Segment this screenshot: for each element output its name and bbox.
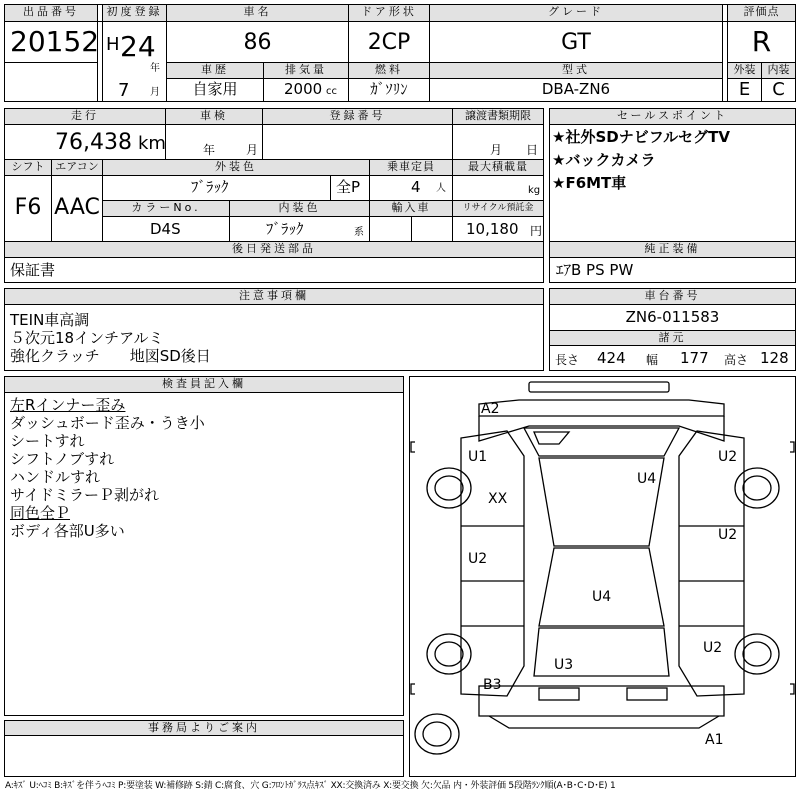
air-conditioner: AAC xyxy=(54,195,100,220)
ext-score: E xyxy=(738,79,751,100)
reg-month: 7 xyxy=(118,80,130,101)
dims-header: 諸元 xyxy=(550,331,795,345)
reg-no-header: 登録番号 xyxy=(263,109,452,124)
recycle-fee: 10,180 xyxy=(466,220,519,238)
transfer-day-unit: 日 xyxy=(526,143,539,157)
inspection-month-unit: 月 xyxy=(246,143,259,157)
note-line: 強化クラッチ 地図SD後日 xyxy=(10,347,211,365)
note-line: TEIN車高調 xyxy=(10,311,90,329)
model-header: 型式 xyxy=(430,63,722,78)
reg-year-unit: 年 xyxy=(150,63,160,74)
ext-color-header: 外装色 xyxy=(103,160,369,175)
later-parts: 保証書 xyxy=(10,261,56,279)
fuel-type: ｶﾞｿﾘﾝ xyxy=(370,80,408,98)
int-color-unit: 系 xyxy=(354,227,364,238)
car-diagram xyxy=(409,376,796,777)
damage-label-u2: U2 xyxy=(718,527,738,543)
office-header: 事務局よりご案内 xyxy=(5,721,403,735)
damage-label-xx: XX xyxy=(488,491,508,507)
transfer-month-unit: 月 xyxy=(490,143,503,157)
int-color-header: 内装色 xyxy=(230,201,369,216)
sales-point-item: ★バックカメラ xyxy=(552,151,656,169)
capacity-unit: 人 xyxy=(436,183,446,194)
car-history: 自家用 xyxy=(192,80,238,98)
sales-point-item: ★F6MT車 xyxy=(552,174,627,192)
int-color: ﾌﾞﾗｯｸ xyxy=(266,220,304,238)
inspector-line: ハンドルすれ xyxy=(10,468,101,486)
ext-header: 外装 xyxy=(728,63,761,78)
inspector-line: シフトノブすれ xyxy=(10,450,115,468)
displacement-header: 排気量 xyxy=(264,63,348,78)
sales-point-item: ★社外SDナビフルセグTV xyxy=(552,128,730,146)
damage-label-u3: U3 xyxy=(554,657,574,673)
color-no-header: カラーNo. xyxy=(103,201,229,216)
door-type: 2CP xyxy=(367,30,411,55)
recycle-unit: 円 xyxy=(530,224,543,238)
color-no: D4S xyxy=(150,220,181,238)
import-header: 輸入車 xyxy=(370,201,452,216)
max-load-unit: kg xyxy=(528,185,541,196)
inspection-header: 車検 xyxy=(166,109,262,124)
car-name-header: 車名 xyxy=(167,5,348,21)
fuel-header: 燃料 xyxy=(349,63,429,78)
damage-label-a1: A1 xyxy=(705,732,724,748)
inspector-line: ボディ各部U多い xyxy=(10,522,125,540)
chassis-header: 車台番号 xyxy=(550,289,795,304)
history-header: 車歴 xyxy=(167,63,263,78)
model-code: DBA-ZN6 xyxy=(541,80,611,98)
equipment: ｴｱB PS PW xyxy=(556,261,634,279)
era-letter: H xyxy=(106,34,120,55)
damage-label-u1: U1 xyxy=(468,449,488,465)
inspector-line: 左Rインナー歪み xyxy=(10,396,126,414)
equipment-header: 純正装備 xyxy=(550,242,795,257)
damage-label-u4: U4 xyxy=(592,589,612,605)
reg-month-unit: 月 xyxy=(150,87,160,98)
mileage-unit: km xyxy=(138,133,166,154)
paint-status: 全P xyxy=(336,178,361,196)
capacity: 4 xyxy=(411,178,421,196)
inspector-line: 同色全Ｐ xyxy=(10,504,71,522)
capacity-header: 乗車定員 xyxy=(370,160,452,175)
transfer-header: 譲渡書類期限 xyxy=(453,109,543,124)
damage-label-u2: U2 xyxy=(468,551,488,567)
later-parts-header: 後日発送部品 xyxy=(5,242,543,257)
recycle-header: リサイクル預託金 xyxy=(453,201,543,216)
lot-no-header: 出品番号 xyxy=(5,5,97,21)
damage-label-u2: U2 xyxy=(703,640,723,656)
length-label: 長さ xyxy=(555,353,580,367)
mileage-header: 走行 xyxy=(5,109,165,124)
damage-label-a2: A2 xyxy=(481,401,500,417)
legend: A:ｷｽﾞ U:ﾍｺﾐ B:ｷｽﾞを伴うﾍｺﾐ P:要塗装 W:補修跡 S:錆 C:腐食、穴 G:ﾌﾛﾝﾄｶﾞﾗｽ点ｷｽﾞ XX:交換済み X:要交換 欠:欠品 内・外装評価 5段階ﾗﾝｸ順(A･B･C･D･E) 1 xyxy=(5,781,616,791)
displacement-unit: cc xyxy=(326,86,337,97)
max-load-header: 最大積載量 xyxy=(453,160,543,175)
reg-year: 24 xyxy=(120,30,156,63)
inspector-header: 検査員記入欄 xyxy=(5,377,403,392)
inspector-line: ダッシュボード歪み・うき小 xyxy=(10,414,205,432)
ext-color: ﾌﾞﾗｯｸ xyxy=(191,178,229,196)
inspection-year-unit: 年 xyxy=(203,143,216,157)
lot-number: 20152 xyxy=(10,25,100,58)
note-line: ５次元18インチアルミ xyxy=(10,329,164,347)
inspector-line: シートすれ xyxy=(10,432,85,450)
height: 128 xyxy=(760,349,789,367)
shift: F6 xyxy=(14,195,42,220)
chassis-number: ZN6-011583 xyxy=(625,308,720,326)
score-header: 評価点 xyxy=(728,5,795,21)
damage-label-u4: U4 xyxy=(637,471,657,487)
height-label: 高さ xyxy=(724,353,749,367)
car-name: 86 xyxy=(243,30,272,55)
score: R xyxy=(751,25,772,58)
length: 424 xyxy=(597,349,626,367)
width: 177 xyxy=(680,349,709,367)
mileage: 76,438 xyxy=(55,130,132,155)
notes-header: 注意事項欄 xyxy=(5,289,543,304)
damage-label-b3: B3 xyxy=(483,677,502,693)
shift-header: シフト xyxy=(5,160,51,175)
displacement: 2000 xyxy=(284,80,323,98)
door-header: ドア形状 xyxy=(349,5,429,21)
damage-label-u2: U2 xyxy=(718,449,738,465)
sales-points-header: セールスポイント xyxy=(550,109,795,124)
int-score: C xyxy=(772,79,785,100)
grade: GT xyxy=(561,30,591,55)
int-header: 内装 xyxy=(762,63,795,78)
first-reg-header: 初度登録 xyxy=(103,5,166,21)
inspector-line: サイドミラーＰ剥がれ xyxy=(10,486,159,504)
width-label: 幅 xyxy=(646,353,659,367)
ac-header: エアコン xyxy=(52,160,102,175)
grade-header: グレード xyxy=(430,5,722,21)
